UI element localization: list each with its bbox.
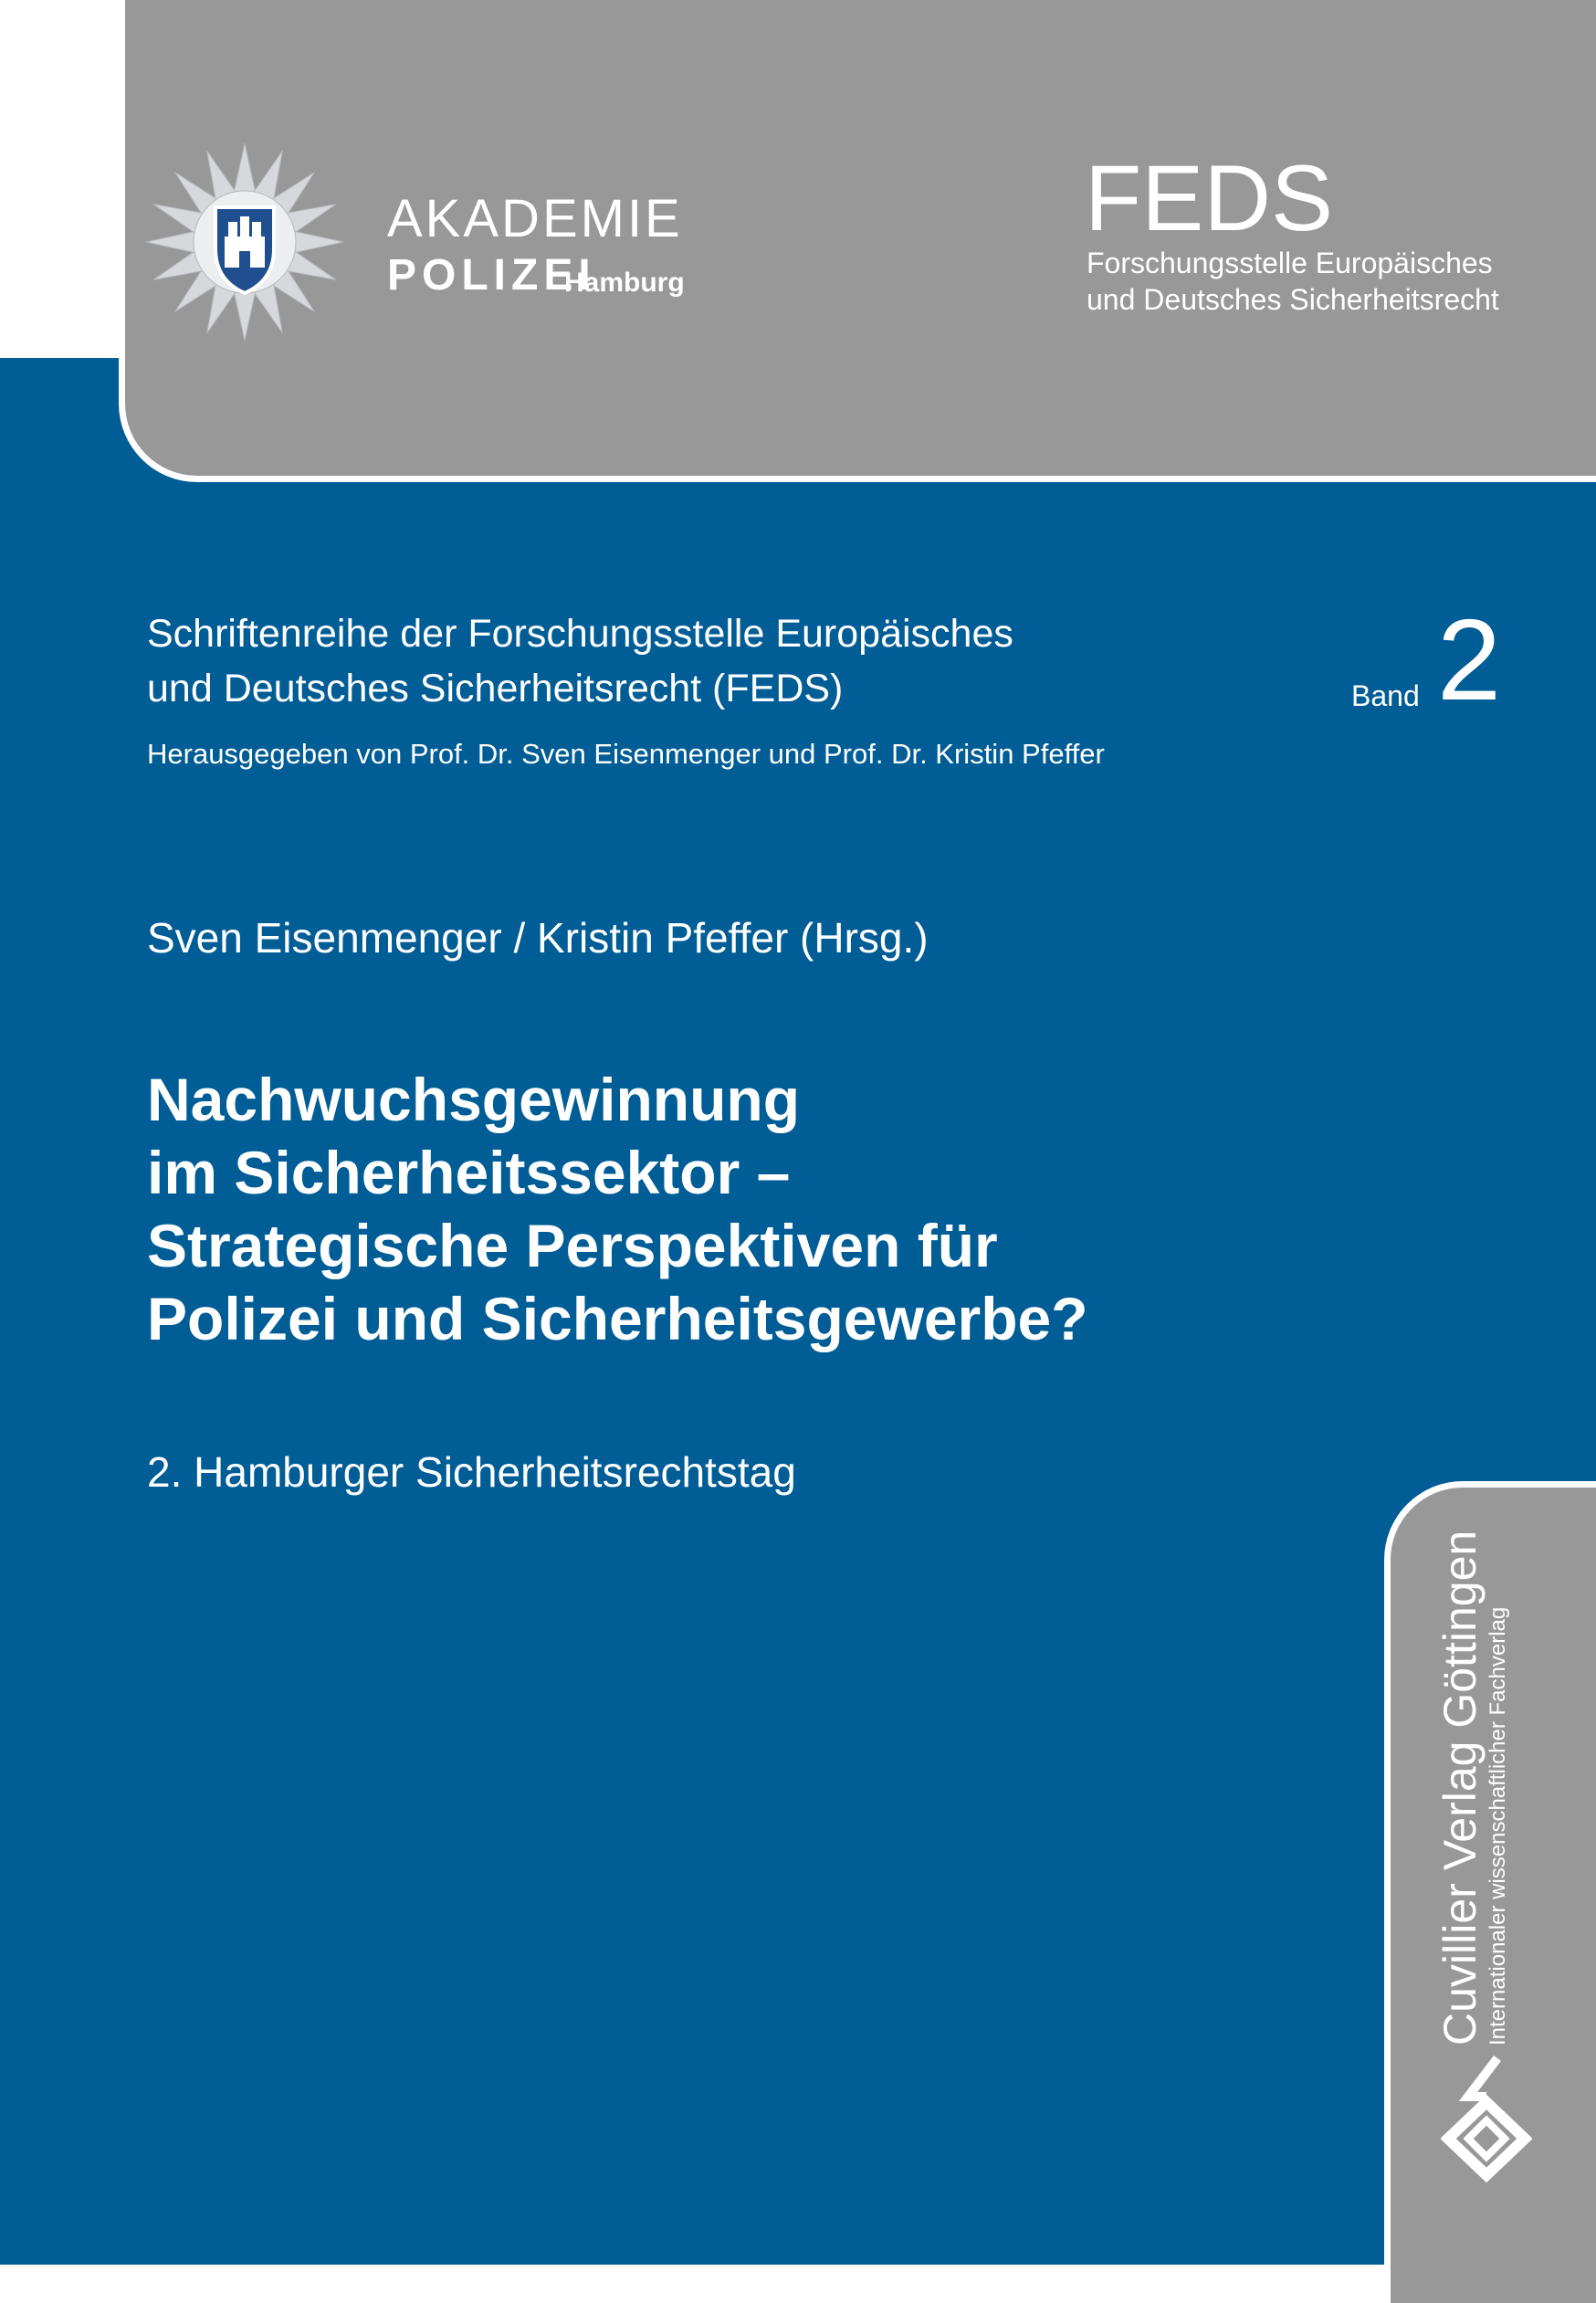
feds-title: FEDS [1085, 146, 1334, 250]
feds-subtitle-line: und Deutsches Sicherheitsrecht [1087, 283, 1499, 316]
book-title-line: Nachwuchsgewinnung [147, 1066, 801, 1133]
hamburg-label: Hamburg [564, 268, 685, 298]
feds-subtitle [1087, 245, 1499, 318]
book-title-line: Polizei und Sicherheitsgewerbe? [147, 1285, 1088, 1352]
polizei-label: POLIZEI [387, 251, 596, 300]
book-title-line: im Sicherheitssektor – [147, 1139, 791, 1206]
book-authors: Sven Eisenmenger / Kristin Pfeffer (Hrsg.) [147, 914, 929, 962]
publisher-tagline: Internationaler wissenschaftlicher Fachverlag [1486, 1606, 1510, 2045]
police-star-logo-icon [144, 142, 345, 342]
band-number: 2 [1437, 595, 1502, 724]
series-title-line: und Deutsches Sicherheitsrecht (FEDS) [147, 667, 844, 710]
band-label: Band [1351, 679, 1420, 712]
book-title [147, 1063, 1088, 1355]
publisher-name: Cuvillier Verlag Göttingen [1434, 1530, 1486, 2045]
publisher-logo-icon [1441, 2055, 1532, 2201]
series-editors: Herausgegeben von Prof. Dr. Sven Eisenmenger und Prof. Dr. Kristin Pfeffer [147, 738, 1105, 770]
akademie-label: AKADEMIE [387, 189, 683, 248]
series-title-line: Schriftenreihe der Forschungsstelle Europäisches [147, 612, 1013, 656]
series-title [147, 606, 1013, 716]
book-title-line: Strategische Perspektiven für [147, 1212, 998, 1279]
book-subtitle: 2. Hamburger Sicherheitsrechtstag [147, 1448, 796, 1496]
feds-subtitle-line: Forschungsstelle Europäisches [1087, 247, 1493, 279]
publisher-text [1435, 1530, 1512, 2045]
